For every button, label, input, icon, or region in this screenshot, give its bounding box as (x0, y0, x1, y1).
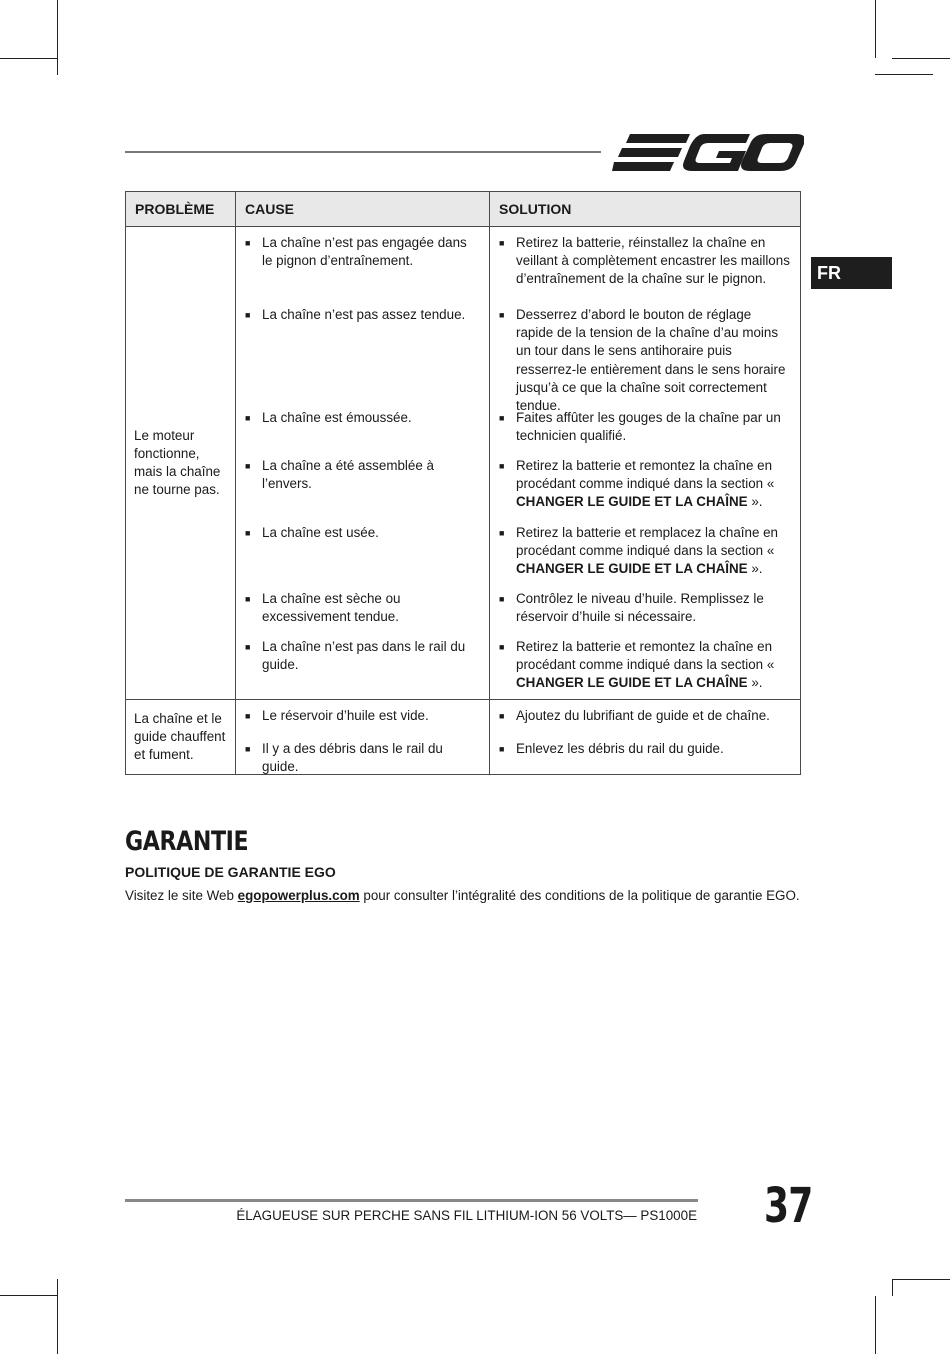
warranty-link[interactable]: egopowerplus.com (237, 888, 360, 903)
crop-mark (0, 1295, 58, 1296)
cause-item: ■ La chaîne n’est pas assez tendue. (236, 306, 489, 409)
cause-item: ■ Il y a des débris dans le rail du guide. (245, 741, 443, 775)
crop-mark (875, 74, 933, 75)
cause-item: ■ La chaîne n’est pas dans le rail du guide. (236, 638, 489, 699)
troubleshooting-table (125, 191, 801, 775)
cause-item: ■ La chaîne est émoussée. (236, 409, 489, 457)
footer-rule (125, 1199, 698, 1202)
crop-mark (875, 1296, 876, 1354)
language-tab: FR (811, 257, 892, 289)
bullet-icon: ■ (245, 744, 251, 754)
crop-mark (57, 1279, 58, 1354)
bullet-icon: ■ (499, 642, 505, 652)
bullet-icon: ■ (245, 711, 251, 721)
bullet-icon: ■ (245, 461, 251, 471)
warranty-subtitle: POLITIQUE DE GARANTIE EGO (125, 864, 336, 880)
bullet-icon: ■ (245, 238, 251, 248)
problem-cell: La chaîne et le guide chauffent et fument. (126, 700, 236, 775)
solution-item: ■ Retirez la batterie et remontez la chaîne en procédant comme indiqué dans la section « CHANGER LE GUIDE ET LA CHAÎNE ». (490, 638, 800, 699)
header-problem: PROBLÈME (126, 192, 236, 227)
bullet-icon: ■ (499, 594, 505, 604)
header-rule (125, 151, 601, 153)
bullet-icon: ■ (499, 711, 505, 721)
bullet-icon: ■ (245, 413, 251, 423)
cause-cell (236, 700, 490, 775)
warranty-text (125, 888, 800, 903)
solution-cell (490, 227, 801, 700)
bullet-icon: ■ (499, 238, 505, 248)
cause-cell (236, 227, 490, 700)
bullet-icon: ■ (245, 528, 251, 538)
solution-item: ■ Faites affûter les gouges de la chaîne par un technicien qualifié. (490, 409, 800, 457)
bullet-icon: ■ (499, 461, 505, 471)
page-number: 37 (764, 1178, 813, 1234)
crop-mark (875, 0, 876, 58)
cause-item: ■ La chaîne est usée. (236, 524, 489, 590)
footer-product-title: ÉLAGUEUSE SUR PERCHE SANS FIL LITHIUM-ION 56 VOLTS— PS1000E (236, 1208, 697, 1223)
bullet-icon: ■ (499, 413, 505, 423)
solution-item: ■ Retirez la batterie, réinstallez la chaîne en veillant à complètement encastrer les maillons d’entraînement de la chaîne sur le pignon. (490, 234, 800, 306)
header-cause: CAUSE (236, 192, 490, 227)
solution-item: ■ Retirez la batterie et remplacez la chaîne en procédant comme indiqué dans la section « CHANGER LE GUIDE ET LA CHAÎNE ». (490, 524, 800, 590)
bullet-icon: ■ (499, 310, 505, 320)
cause-item: ■ Le réservoir d’huile est vide. (236, 707, 489, 740)
bullet-icon: ■ (499, 744, 505, 754)
solution-item: ■ Contrôlez le niveau d’huile. Remplissez le réservoir d’huile si nécessaire. (490, 590, 800, 638)
solution-item: ■ Retirez la batterie et remontez la chaîne en procédant comme indiqué dans la section « CHANGER LE GUIDE ET LA CHAÎNE ». (490, 457, 800, 524)
bullet-icon: ■ (245, 594, 251, 604)
ego-logo (612, 126, 804, 178)
solution-item: ■ Ajoutez du lubrifiant de guide et de chaîne. (490, 707, 800, 740)
crop-mark (892, 1279, 893, 1296)
bullet-icon: ■ (499, 528, 505, 538)
crop-mark (0, 58, 58, 59)
warranty-text-after: pour consulter l’intégralité des conditions de la politique de garantie EGO. (359, 888, 800, 903)
cause-item: ■ La chaîne est sèche ou excessivement tendue. (236, 590, 489, 638)
crop-mark (57, 0, 58, 75)
solution-item: ■ Desserrez d’abord le bouton de réglage rapide de la tension de la chaîne d’au moins un tour dans le sens antihoraire puis resserrez-le entièrement dans le sens horaire jusqu’à ce que la chaîne soit correctement tendue. (499, 307, 786, 414)
solution-item: ■ Enlevez les débris du rail du guide. (490, 740, 800, 774)
problem-cell: Le moteur fonctionne, mais la chaîne ne tourne pas. (126, 227, 236, 700)
header-solution: SOLUTION (490, 192, 801, 227)
table-row (126, 700, 801, 775)
crop-mark (892, 58, 950, 59)
crop-mark (892, 1279, 950, 1280)
cause-item: ■ La chaîne a été assemblée à l’envers. (236, 457, 489, 524)
bullet-icon: ■ (245, 310, 251, 320)
solution-cell (490, 700, 801, 775)
table-row (126, 227, 801, 700)
table-header-row (126, 192, 801, 227)
warranty-title: GARANTIE (125, 826, 249, 857)
cause-item: ■ La chaîne n’est pas engagée dans le pignon d’entraînement. (236, 234, 489, 306)
warranty-text-before: Visitez le site Web (125, 888, 238, 903)
bullet-icon: ■ (245, 642, 251, 652)
